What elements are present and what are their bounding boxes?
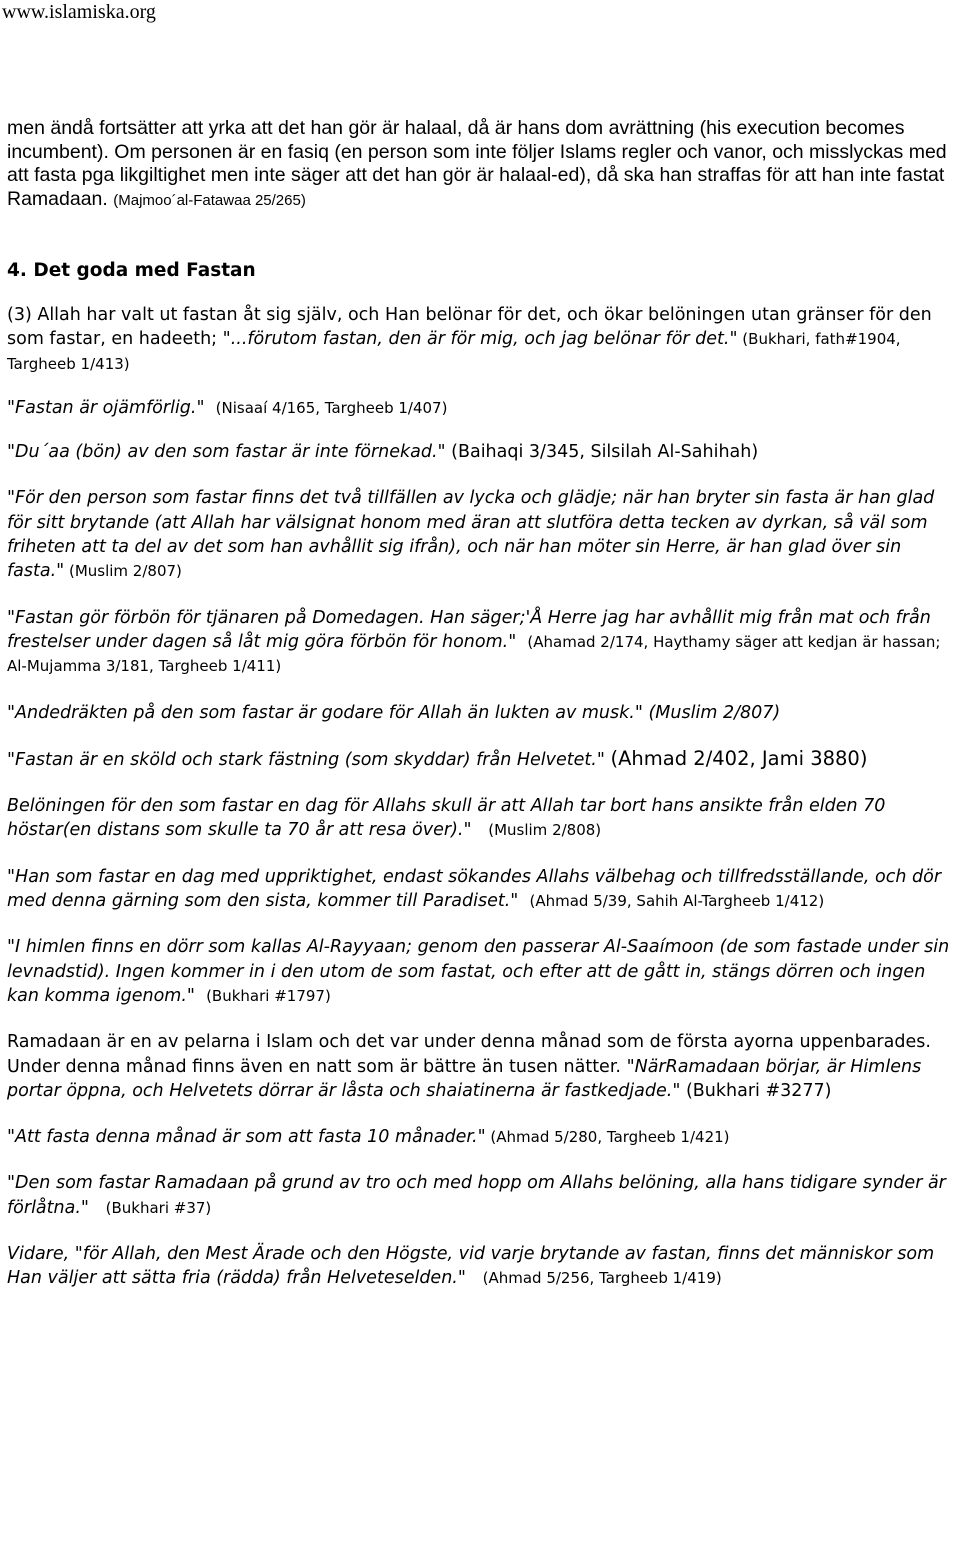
- paragraph-2: [7, 396, 957, 420]
- paragraph-14: [7, 1242, 957, 1291]
- paragraph-13: [7, 1171, 957, 1220]
- document-body: [7, 117, 957, 1291]
- paragraph-5: [7, 606, 957, 679]
- paragraph-4-ref: (Muslim 2/807): [64, 562, 182, 581]
- paragraph-13-quote: "Den som fastar Ramadaan på grund av tro och med hopp om Allahs belöning, alla hans tidigare synder är förlåtna.": [7, 1173, 946, 1218]
- paragraph-6-quote: "Andedräkten på den som fastar är godare för Allah än lukten av musk.": [7, 702, 643, 723]
- paragraph-1-ref: (Bukhari, fath#1904, Targheeb 1/413): [7, 330, 901, 373]
- paragraph-1-quote: "...förutom fastan, den är för mig, och jag belönar för det.": [222, 329, 738, 350]
- paragraph-12-quote: "Att fasta denna månad är som att fasta 10 månader.": [7, 1127, 486, 1148]
- paragraph-5-quote: "Fastan gör förbön för tjänaren på Domedagen. Han säger;'Å Herre jag har avhållit mig från mat och från frestelser under dagen så låt mig göra förbön för honom.": [7, 607, 931, 652]
- paragraph-6-ref: (Muslim 2/807): [648, 702, 781, 723]
- paragraph-9-quote: "Han som fastar en dag med uppriktighet, endast sökandes Allahs välbehag och tillfredsställande, och dör med denna gärning som den sista, kommer till Paradiset.": [7, 866, 942, 912]
- paragraph-8: [7, 794, 957, 843]
- paragraph-9-ref: (Ahmad 5/39, Sahih Al-Targheeb 1/412): [529, 892, 825, 911]
- section-heading: 4. Det goda med Fastan: [7, 260, 256, 281]
- paragraph-4: [7, 486, 957, 583]
- paragraph-8-quote: Belöningen för den som fastar en dag för Allahs skull är att Allah tar bort hans ansikte från elden 70 höstar(en distans som skulle ta 70 år att resa över).": [7, 796, 886, 841]
- intro-text: men ändå fortsätter att yrka att det han gör är halaal, då är hans dom avrättning (his execution becomes incumbent). Om personen är en fasiq (en person som inte följer Islams regler och vanor, och misslyckas med att fasta pga likgiltighet men inte säger att det han gör är halaal-ed), då ska han straffas för att han inte fastat Ramadaan.: [7, 117, 947, 210]
- paragraph-14-ref: (Ahmad 5/256, Targheeb 1/419): [482, 1269, 722, 1288]
- paragraph-3: [7, 440, 957, 464]
- paragraph-3-quote: "Du´aa (bön) av den som fastar är inte förnekad.": [7, 442, 446, 463]
- paragraph-7-quote: "Fastan är en sköld och stark fästning (som skyddar) från Helvetet.": [7, 749, 605, 770]
- paragraph-10-quote: "I himlen finns en dörr som kallas Al-Rayyaan; genom den passerar Al-Saaímoon (de som fastade under sin levnadstid). Ingen kommer in i den utom de som fastat, och efter att de gått in, stängs dörren och ingen kan komma igenom.": [7, 937, 950, 1006]
- paragraph-7: [7, 747, 957, 772]
- intro-paragraph: [7, 117, 957, 212]
- paragraph-2-ref: (Nisaaí 4/165, Targheeb 1/407): [215, 398, 448, 417]
- paragraph-3-ref: (Baihaqi 3/345, Silsilah Al-Sahihah): [445, 442, 759, 463]
- paragraph-8-ref: (Muslim 2/808): [488, 821, 602, 840]
- paragraph-2-quote: "Fastan är ojämförlig.": [7, 397, 205, 418]
- paragraph-10: [7, 935, 957, 1008]
- paragraph-14-quote: Vidare, "för Allah, den Mest Ärade och den Högste, vid varje brytande av fastan, finns det människor som Han väljer att sätta fria (rädda) från Helveteselden.": [7, 1244, 935, 1289]
- paragraph-4-quote: "För den person som fastar finns det två tillfällen av lycka och glädje; när han bryter sin fasta är han glad för sitt brytande (att Allah har välsignat honom med äran att slutföra detta tecken av dyrkan, så väl som friheten att ta del av det som han avhållit sig ifrån), och när han möter sin Herre, är han glad över sin fasta.": [7, 488, 935, 582]
- paragraph-11-quote: "NärRamadaan börjar, är Himlens portar öppna, och Helvetets dörrar är låsta och shaiatinerna är fastkedjade.": [7, 1056, 922, 1101]
- paragraph-9: [7, 865, 957, 914]
- paragraph-6: [7, 701, 957, 725]
- paragraph-10-ref: (Bukhari #1797): [206, 986, 331, 1005]
- paragraph-5-ref: (Ahamad 2/174, Haythamy säger att kedjan är hassan; Al-Mujamma 3/181, Targheeb 1/411): [7, 632, 941, 676]
- paragraph-1: [7, 303, 957, 376]
- paragraph-12: [7, 1125, 957, 1149]
- paragraph-13-ref: (Bukhari #37): [105, 1198, 212, 1217]
- intro-reference: (Majmoo´al-Fatawaa 25/265): [113, 191, 306, 209]
- site-url: www.islamiska.org: [2, 1, 156, 23]
- paragraph-1-text: (3) Allah har valt ut fastan åt sig själv, och Han belönar för det, och ökar belöningen utan gränser för den som fastar, en hadeeth;: [7, 305, 932, 350]
- paragraph-11-text: Ramadaan är en av pelarna i Islam och det var under denna månad som de första ayorna uppenbarades. Under denna månad finns även en natt som är bättre än tusen nätter.: [7, 1032, 931, 1077]
- paragraph-12-ref: (Ahmad 5/280, Targheeb 1/421): [485, 1128, 730, 1147]
- paragraph-7-ref: (Ahmad 2/402, Jami 3880): [610, 746, 868, 770]
- paragraph-11-ref: (Bukhari #3277): [680, 1080, 832, 1101]
- paragraph-11: [7, 1030, 957, 1103]
